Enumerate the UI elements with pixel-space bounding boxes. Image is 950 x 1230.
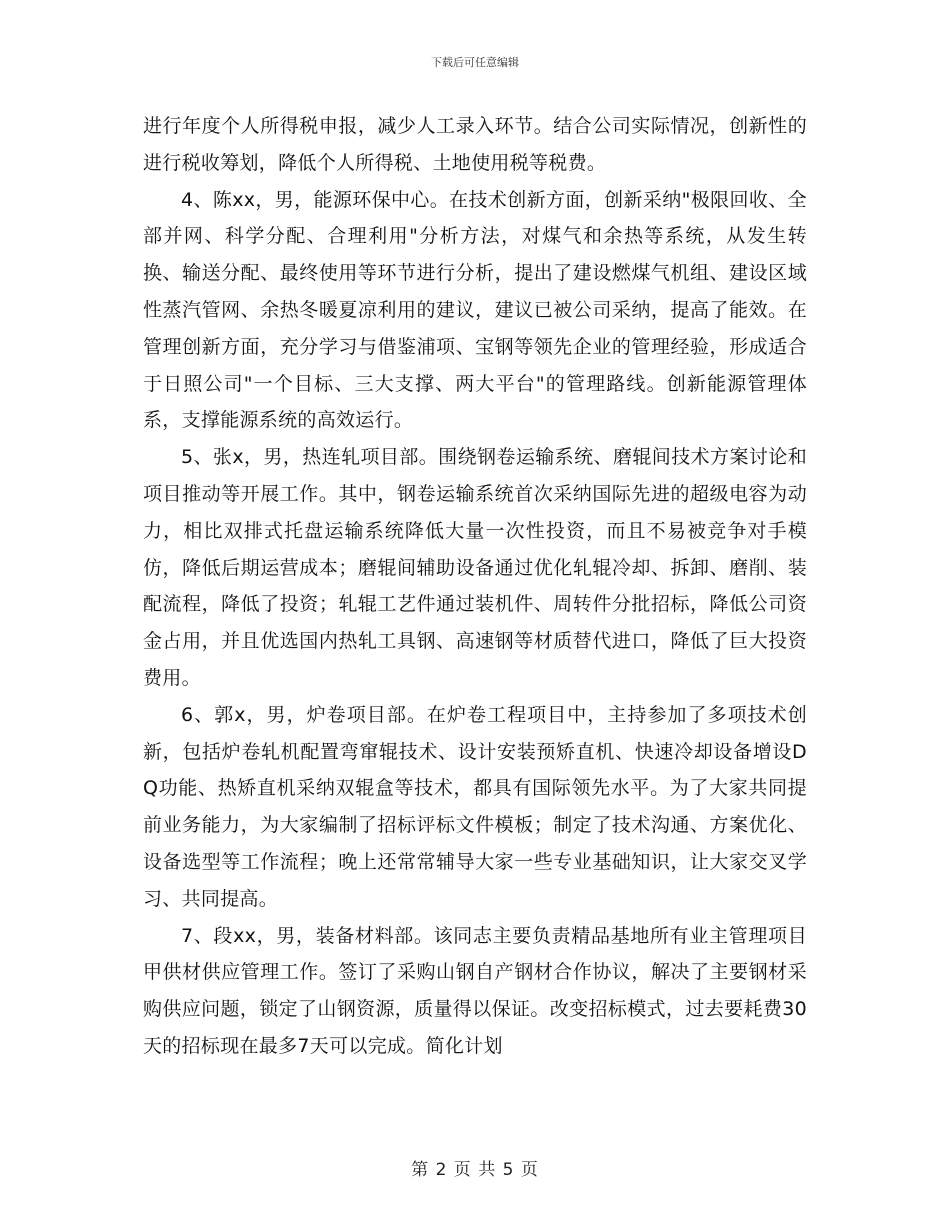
page-number-footer: 第 2 页 共 5 页	[411, 1160, 539, 1180]
paragraph-item-6: 6、郭x，男，炉卷项目部。在炉卷工程项目中，主持参加了多项技术创新，包括炉卷轧机配置弯窜辊技术、设计安装预矫直机、快速冷却设备增设DQ功能、热矫直机采纳双辊盒等技术，都具有国际领先水平。为了大家共同提前业务能力，为大家编制了招标评标文件模板；制定了技术沟通、方案优化、设备选型等工作流程；晚上还常常辅导大家一些专业基础知识，让大家交叉学习、共同提高。	[143, 703, 807, 910]
paragraph-item-7: 7、段xx，男，装备材料部。该同志主要负责精品基地所有业主管理项目甲供材供应管理工作。签订了采购山钢自产钢材合作协议，解决了主要钢材采购供应问题，锁定了山钢资源，质量得以保证。改变招标模式，过去要耗费30天的招标现在最多7天可以完成。简化计划	[143, 924, 807, 1057]
paragraph-item-4: 4、陈xx，男，能源环保中心。在技术创新方面，创新采纳"极限回收、全部并网、科学分配、合理利用"分析方法，对煤气和余热等系统，从发生转换、输送分配、最终使用等环节进行分析，提出了建设燃煤气机组、建设区域性蒸汽管网、余热冬暖夏凉利用的建议，建议已被公司采纳，提高了能效。在管理创新方面，充分学习与借鉴浦项、宝钢等领先企业的管理经验，形成适合于日照公司"一个目标、三大支撑、两大平台"的管理路线。创新能源管理体系，支撑能源系统的高效运行。	[143, 188, 807, 432]
paragraph-item-5: 5、张x，男，热连轧项目部。围绕钢卷运输系统、磨辊间技术方案讨论和项目推动等开展工作。其中，钢卷运输系统首次采纳国际先进的超级电容为动力，相比双排式托盘运输系统降低大量一次性投资，而且不易被竞争对手模仿，降低后期运营成本；磨辊间辅助设备通过优化轧辊冷却、拆卸、磨削、装配流程，降低了投资；轧辊工艺件通过装机件、周转件分批招标，降低公司资金占用，并且优选国内热轧工具钢、高速钢等材质替代进口，降低了巨大投资费用。	[143, 446, 807, 689]
page-header: 下载后可任意编辑	[431, 56, 519, 69]
document-body	[143, 108, 807, 1065]
paragraph-continuation: 进行年度个人所得税申报，减少人工录入环节。结合公司实际情况，创新性的进行税收筹划，降低个人所得税、土地使用税等税费。	[143, 115, 807, 174]
